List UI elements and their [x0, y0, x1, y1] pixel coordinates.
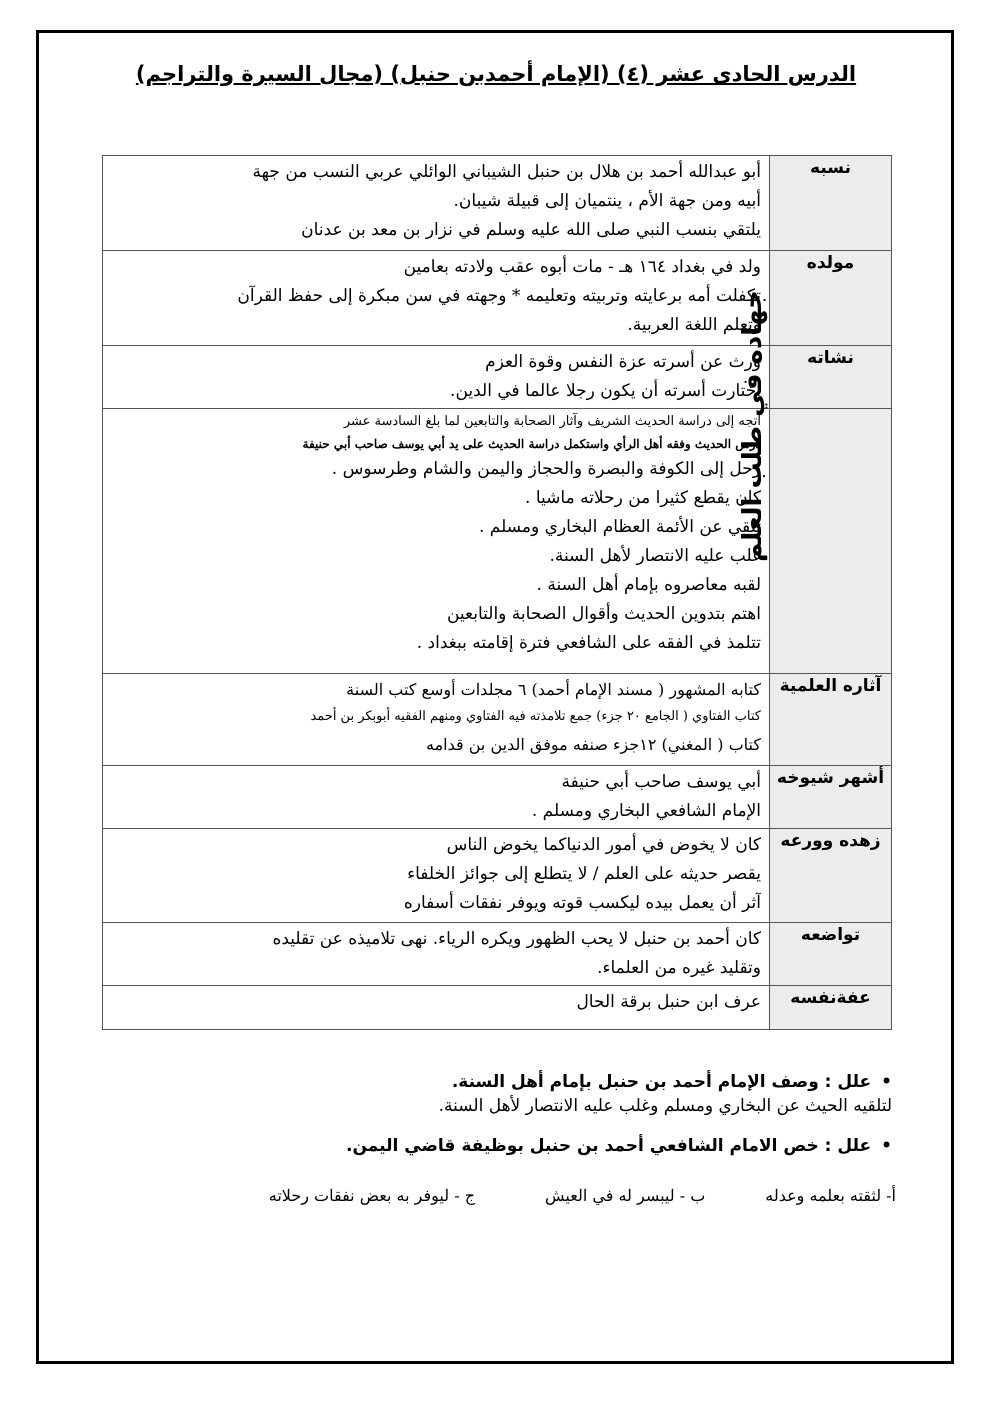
row-heading: نسبه: [770, 156, 892, 251]
answer-options: [90, 1186, 896, 1205]
content-line: أبي يوسف صاحب أبي حنيفة: [561, 772, 761, 792]
content-line: يلتقي بنسب النبي صلى الله عليه وسلم في نزار بن معد بن عدنان: [301, 220, 761, 240]
content-line: لقبه معاصروه بإمام أهل السنة .: [536, 575, 761, 595]
questions-section: [80, 1072, 892, 1160]
content-line: وتقليد غيره من العلماء.: [597, 958, 761, 978]
question-1: [80, 1072, 892, 1092]
content-line: غلب عليه الانتصار لأهل السنة.: [549, 546, 761, 566]
vertical-heading: جهاده في طلب العلم: [738, 290, 769, 562]
content-line: كان يقطع كثيرا من رحلاته ماشيا .: [525, 488, 761, 508]
content-line: كان لا يخوض في أمور الدنياكما يخوض الناس: [446, 835, 761, 855]
content-line: كتاب الفتاوي ( الجامع ٢٠ جزء) جمع تلامذته فيه الفتاوي ومنهم الفقيه أبوبكر بن أحمد: [310, 709, 761, 724]
option-b: ب - ليبسر له في العيش: [545, 1186, 706, 1205]
row-heading: عفةنفسه: [770, 986, 892, 1030]
table-row-works: [103, 674, 892, 766]
row-content: [103, 156, 770, 251]
bullet-icon: •: [881, 1136, 892, 1156]
table-row-upbringing: [103, 346, 892, 409]
table-row-humility: [103, 923, 892, 986]
row-content: [103, 409, 770, 674]
row-content: [103, 766, 770, 829]
lesson-title: الدرس الحادى عشر (٤) (الإمام أحمدبن حنبل) (مجال السيرة والتراجم): [135, 62, 857, 86]
row-content: [103, 346, 770, 409]
row-content: [103, 986, 770, 1030]
question-text: علل : وصف الإمام أحمد بن حنبل بإمام أهل السنة.: [451, 1072, 872, 1092]
table-row-pursuit-of-knowledge: [103, 409, 892, 674]
content-line: وتعلم اللغة العربية.: [627, 315, 761, 335]
row-content: [103, 923, 770, 986]
row-content: [103, 829, 770, 923]
option-a: أ- لثقته بعلمه وعدله: [765, 1186, 896, 1205]
bullet-icon: •: [881, 1072, 892, 1092]
content-line: ولد في بغداد ١٦٤ هـ - مات أبوه عقب ولادته بعامين: [403, 257, 761, 277]
row-heading: مولده: [770, 251, 892, 346]
content-line: اختارت أسرته أن يكون رجلا عالما في الدين.: [450, 381, 761, 401]
content-line: رحل إلى الكوفة والبصرة والحجاز واليمن والشام وطرسوس .: [331, 459, 761, 479]
content-line: اتجه إلى دراسة الحديث الشريف وآثار الصحابة والتابعين لما بلغ السادسة عشر: [343, 414, 761, 429]
question-text: علل : خص الامام الشافعي أحمد بن حنبل بوظيفة قاضي اليمن.: [346, 1136, 872, 1156]
option-c: ج - ليوفر به بعض نفقات رحلاته: [268, 1186, 476, 1205]
content-line: تلقي عن الأئمة العظام البخاري ومسلم .: [478, 517, 761, 537]
row-content: [103, 674, 770, 766]
table-row-lineage: [103, 156, 892, 251]
content-line: كتاب ( المغني) ١٢جزء صنفه موفق الدين بن قدامه: [426, 735, 761, 754]
content-line: عرف ابن حنبل برقة الحال: [576, 992, 761, 1012]
biography-table: [102, 155, 892, 1030]
content-line: اهتم بتدوين الحديث وأقوال الصحابة والتابعين: [446, 604, 761, 624]
content-line: كان أحمد بن حنبل لا يحب الظهور ويكره الرياء. نهى تلاميذه عن تقليده: [272, 929, 761, 949]
row-heading: نشاته: [770, 346, 892, 409]
table-row-asceticism: [103, 829, 892, 923]
row-heading: أشهر شيوخه: [770, 766, 892, 829]
content-line: درس الحديث وفقه أهل الرأي واستكمل دراسة الحديث على يد أبي يوسف صاحب أبي حنيفة: [302, 437, 761, 451]
content-line: تكفلت أمه برعايته وتربيته وتعليمه * وجهته في سن مبكرة إلى حفظ القرآن: [237, 286, 761, 306]
content-line: الإمام الشافعي البخاري ومسلم .: [531, 801, 761, 821]
content-line: ورث عن أسرته عزة النفس وقوة العزم: [485, 352, 761, 372]
table-row-birth: [103, 251, 892, 346]
row-heading: تواضعه: [770, 923, 892, 986]
content-line: أبو عبدالله أحمد بن هلال بن حنبل الشيباني الوائلي عربي النسب من جهة: [252, 162, 761, 182]
content-line: آثر أن يعمل بيده ليكسب قوته ويوفر نفقات أسفاره: [403, 893, 761, 913]
content-line: كتابه المشهور ( مسند الإمام أحمد) ٦ مجلدات أوسع كتب السنة: [346, 680, 761, 699]
answer-1: لتلقيه الحيث عن البخاري ومسلم وغلب عليه الانتصار لأهل السنة.: [438, 1096, 892, 1116]
content-line: تتلمذ في الفقه على الشافعي فترة إقامته ببغداد .: [416, 633, 761, 653]
table-row-chastity: [103, 986, 892, 1030]
table-row-teachers: [103, 766, 892, 829]
row-content: [103, 251, 770, 346]
row-heading: آثاره العلمية: [770, 674, 892, 766]
row-heading: زهده وورعه: [770, 829, 892, 923]
question-2: [80, 1136, 892, 1156]
content-line: يقصر حديثه على العلم / لا يتطلع إلى جوائز الخلفاء: [407, 864, 761, 884]
content-line: أبيه ومن جهة الأم ، ينتميان إلى قبيلة شيبان.: [453, 191, 761, 211]
